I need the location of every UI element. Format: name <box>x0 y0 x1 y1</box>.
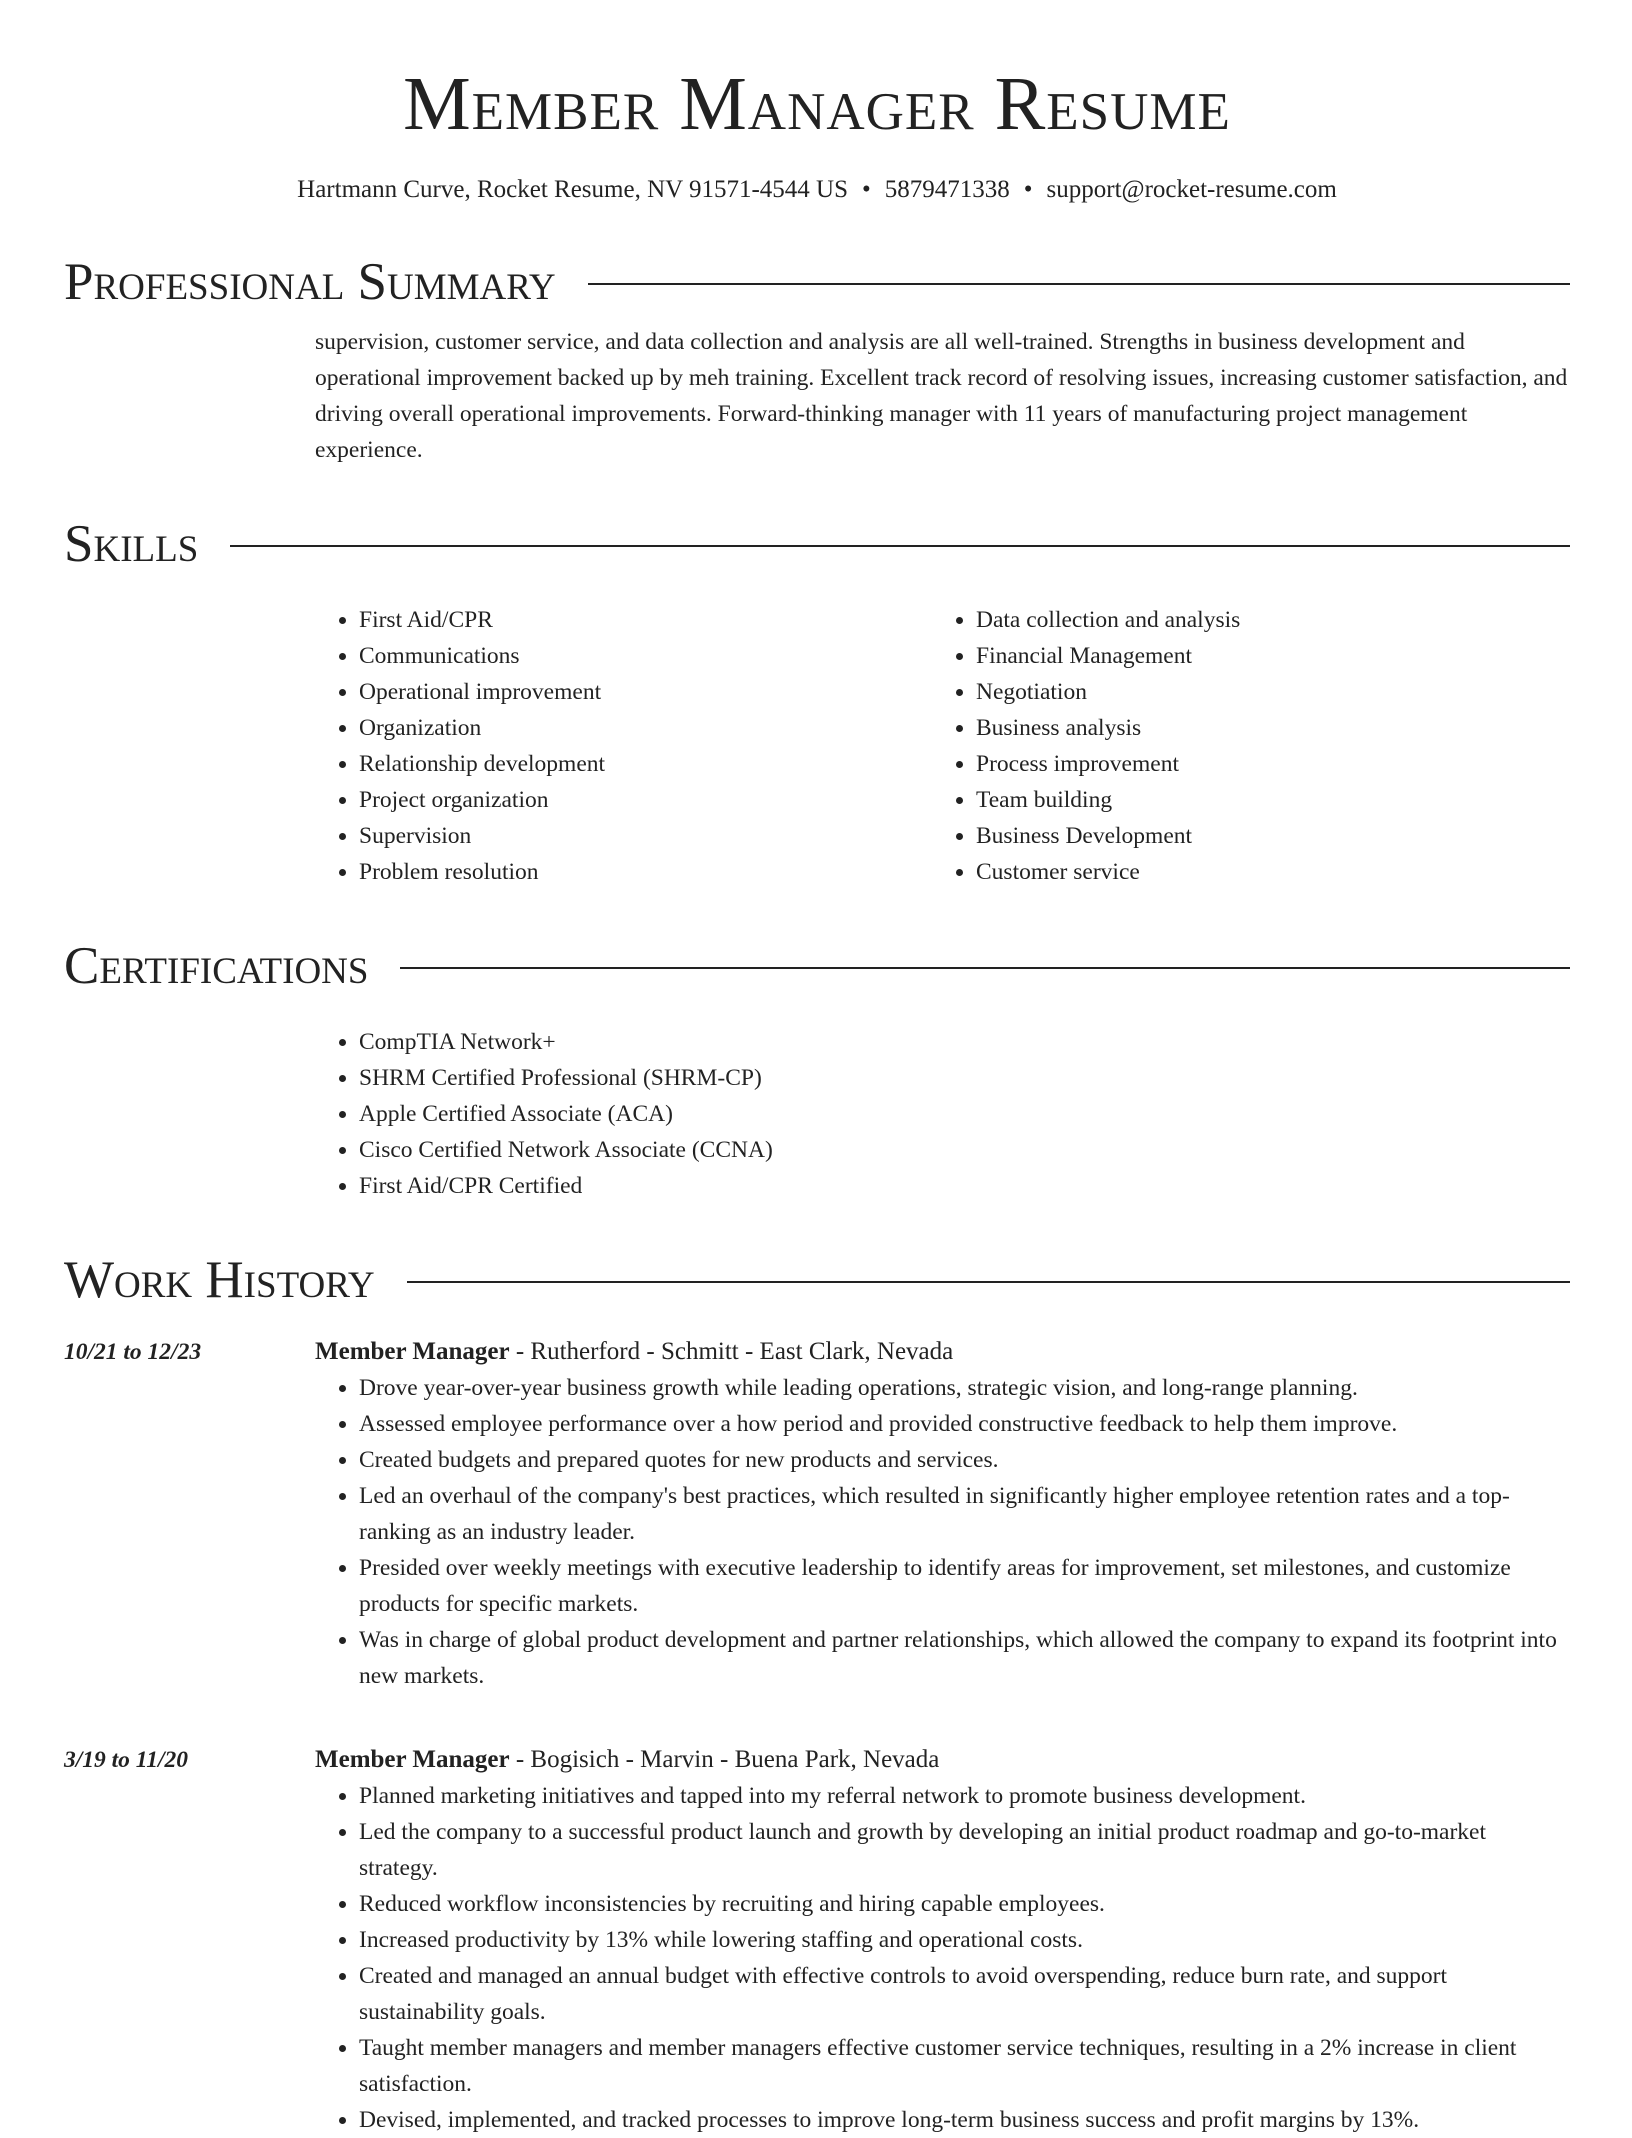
job-bullet: • Created and managed an annual budget with effective controls to avoid overspending, reduce burn rate, and support sustainability goals. <box>359 1958 1570 2030</box>
job-heading <box>315 1334 1570 1370</box>
job-company: - Bogisich - Marvin - Buena Park, Nevada <box>509 1746 940 1773</box>
job-bullet: • Was in charge of global product development and partner relationships, which allowed the company to expand its footprint into new markets. <box>359 1622 1570 1694</box>
job-dates: 10/21 to 12/23 <box>64 1339 202 1365</box>
job-bullet: • Led an overhaul of the company's best practices, which resulted in significantly higher employee retention rates and a top-ranking as an industry leader. <box>359 1478 1570 1550</box>
job-bullet: • Assessed employee performance over a how period and provided constructive feedback to help them improve. <box>359 1406 1570 1442</box>
job-bullets <box>315 1778 1570 2138</box>
job-entry <box>64 1740 1570 2138</box>
section-divider <box>230 545 1570 547</box>
section-divider <box>588 283 1570 285</box>
skill-item: • Process improvement <box>976 746 1549 782</box>
skill-item: • Data collection and analysis <box>976 602 1549 638</box>
job-bullet: • Devised, implemented, and tracked processes to improve long-term business success and profit margins by 13%. <box>359 2102 1570 2138</box>
job-bullet: • Increased productivity by 13% while lowering staffing and operational costs. <box>359 1922 1570 1958</box>
certification-item: • SHRM Certified Professional (SHRM-CP) <box>359 1060 1570 1096</box>
job-bullet: • Reduced workflow inconsistencies by recruiting and hiring capable employees. <box>359 1886 1570 1922</box>
skills-column-left <box>315 602 932 890</box>
skill-item: • Organization <box>359 710 932 746</box>
summary-body <box>315 324 1570 468</box>
job-heading <box>315 1742 1570 1778</box>
skills-body <box>315 602 1570 890</box>
skills-list-right <box>932 602 1549 890</box>
job-bullet: • Created budgets and prepared quotes for new products and services. <box>359 1442 1570 1478</box>
job-bullet: • Planned marketing initiatives and tapped into my referral network to promote business development. <box>359 1778 1570 1814</box>
certification-item: • CompTIA Network+ <box>359 1024 1570 1060</box>
skill-item: • Team building <box>976 782 1549 818</box>
skill-item: • Problem resolution <box>359 854 932 890</box>
skill-item: • Supervision <box>359 818 932 854</box>
contact-address: Hartmann Curve, Rocket Resume, NV 91571-4544 US <box>297 176 849 203</box>
certification-item: • Cisco Certified Network Associate (CCNA) <box>359 1132 1570 1168</box>
job-title: Member Manager <box>315 1746 510 1773</box>
certification-item: • First Aid/CPR Certified <box>359 1168 1570 1204</box>
skill-item: • Project organization <box>359 782 932 818</box>
section-title-skills: Skills <box>64 515 199 573</box>
job-bullet: • Drove year-over-year business growth while leading operations, strategic vision, and long-range planning. <box>359 1370 1570 1406</box>
skill-item: • Operational improvement <box>359 674 932 710</box>
skills-column-right <box>932 602 1549 890</box>
skill-item: • Customer service <box>976 854 1549 890</box>
skill-item: • First Aid/CPR <box>359 602 932 638</box>
skill-item: • Business analysis <box>976 710 1549 746</box>
certifications-body <box>315 1024 1570 1204</box>
job-bullet: • Led the company to a successful product launch and growth by developing an initial product roadmap and go-to-market strategy. <box>359 1814 1570 1886</box>
section-divider <box>407 1281 1570 1283</box>
skill-item: • Communications <box>359 638 932 674</box>
section-title-work-history: Work History <box>64 1251 375 1309</box>
section-title-certifications: Certifications <box>64 937 369 995</box>
section-header-skills <box>64 514 1570 574</box>
contact-separator: • <box>1023 176 1033 203</box>
summary-text: supervision, customer service, and data collection and analysis are all well-trained. Strengths in business development and operational improvement backed up by meh training. Excellent track record of resolving issues, increasing customer satisfaction, and driving overall operational improvements. Forward-thinking manager with 11 years of manufacturing project management experience. <box>315 329 1568 463</box>
skill-item: • Business Development <box>976 818 1549 854</box>
skill-item: • Negotiation <box>976 674 1549 710</box>
job-company: - Rutherford - Schmitt - East Clark, Nevada <box>509 1338 954 1365</box>
job-dates: 3/19 to 11/20 <box>64 1747 189 1773</box>
job-title: Member Manager <box>315 1338 510 1365</box>
section-header-work-history <box>64 1250 1570 1310</box>
contact-email: support@rocket-resume.com <box>1046 176 1337 203</box>
job-details <box>315 1740 1570 2138</box>
certifications-list <box>315 1024 1570 1204</box>
skills-list-left <box>315 602 932 890</box>
skill-item: • Financial Management <box>976 638 1549 674</box>
job-bullet: • Taught member managers and member managers effective customer service techniques, resulting in a 2% increase in client satisfaction. <box>359 2030 1570 2102</box>
section-divider <box>400 967 1570 969</box>
section-header-summary <box>64 252 1570 312</box>
resume-page <box>64 0 1570 2138</box>
certification-item: • Apple Certified Associate (ACA) <box>359 1096 1570 1132</box>
resume-title: Member Manager Resume <box>403 62 1231 146</box>
skill-item: • Relationship development <box>359 746 932 782</box>
section-header-certifications <box>64 936 1570 996</box>
job-entry <box>64 1332 1570 1694</box>
job-bullet: • Presided over weekly meetings with executive leadership to identify areas for improvement, set milestones, and customize products for specific markets. <box>359 1550 1570 1622</box>
job-details <box>315 1332 1570 1694</box>
section-title-summary: Professional Summary <box>64 253 556 311</box>
contact-separator: • <box>862 176 871 203</box>
job-bullets <box>315 1370 1570 1694</box>
contact-line <box>64 174 1570 206</box>
contact-phone: 5879471338 <box>884 176 1010 203</box>
